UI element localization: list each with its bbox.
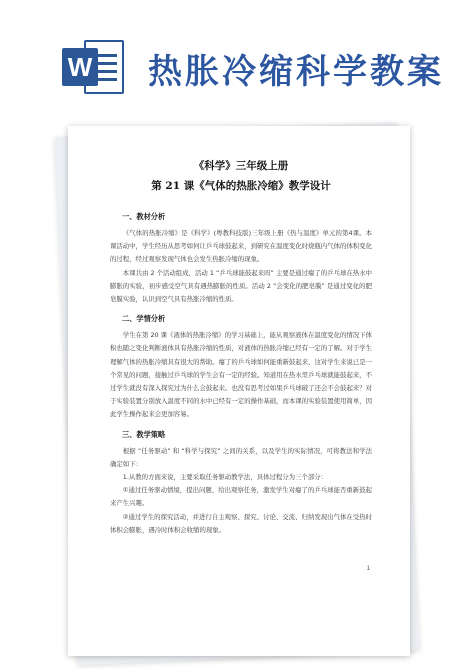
- doc-subtitle: 第 21 课《气体的热胀冷缩》教学设计: [151, 180, 331, 192]
- page-number: 1: [366, 566, 370, 572]
- section-paragraph: 本课共由 2 个活动组成，活动 1 “乒乓球能鼓起来吗” 主要是通过瘪了的乒乓球在热水中膨胀的实验，初步感受空气具有遇热膨胀的性质。活动 2 “会变化的肥皂膜” 是通过变化的肥皂膜实验，认识到空气具有热胀冷缩的性质。: [110, 268, 372, 304]
- section-paragraph: 根据 “任务驱动” 和 “科学与探究” 之间的关系，以及学生的实际情况，可将教法和学法确定如下：: [110, 446, 372, 468]
- word-badge: W: [62, 48, 98, 86]
- section-paragraph: ②通过学生的探究活动，并进行自主观察、探究、讨论、交流、归纳发现出气体在受热时体积会膨胀，遇冷时体积会收缩的现象。: [110, 512, 372, 534]
- section-paragraph: 学生在第 20 课《液体的热胀冷缩》的学习基础上，能从观察液体在温度变化的情况下体积也随之变化判断液体具有热胀冷缩的性质，对液体的热胀冷缩已经有一定的了解。对于学生理解气体的热胀冷缩具有很大的帮助。瘪了的乒乓球如何能重新鼓起来，这对学生来说已是一个常见的问题，接触过乒乓球的学生会有一定的经验。知道用在热水里乒乓球就能鼓起来，不过学生就没有深入探究过为什么会鼓起来。也没有思考过如果乒乓球破了还会不会鼓起来？对于实验装置分别放入温度不同的水中已经有一定的操作基础，而本课的实验装置使用简单，因此学生操作起来会更加容易。: [110, 331, 373, 419]
- section-paragraph: ①通过任务驱动情境，提出问题，给出观察任务，激发学生对瘪了的乒乓球能否重新鼓起来产生兴趣。: [110, 486, 372, 508]
- section-heading: 一、教材分析: [122, 212, 166, 221]
- section-heading: 二、学情分析: [122, 314, 166, 324]
- document-page: [68, 126, 410, 656]
- banner: [0, 0, 474, 118]
- section-paragraph: 《气体的热胀冷缩》是《科学》(粤教科技版)三年级上册《热与温度》单元的第4课。本课活动中，学生经历从思考如何让乒乓球鼓起来，到研究在温度变化时烧瓶内气体的体积变化的过程，经过观察发现气体也会发生热胀冷缩的现象。: [110, 229, 373, 264]
- section-paragraph: 1.从教的方面来说，主要采取任务驱动教学法，具体过程分为三个部分：: [122, 473, 328, 482]
- banner-title: 热胀冷缩科学教案: [148, 52, 444, 92]
- word-icon: [62, 38, 126, 96]
- doc-title: 《科学》三年级上册: [193, 160, 289, 172]
- section-heading: 三、教学策略: [122, 429, 166, 439]
